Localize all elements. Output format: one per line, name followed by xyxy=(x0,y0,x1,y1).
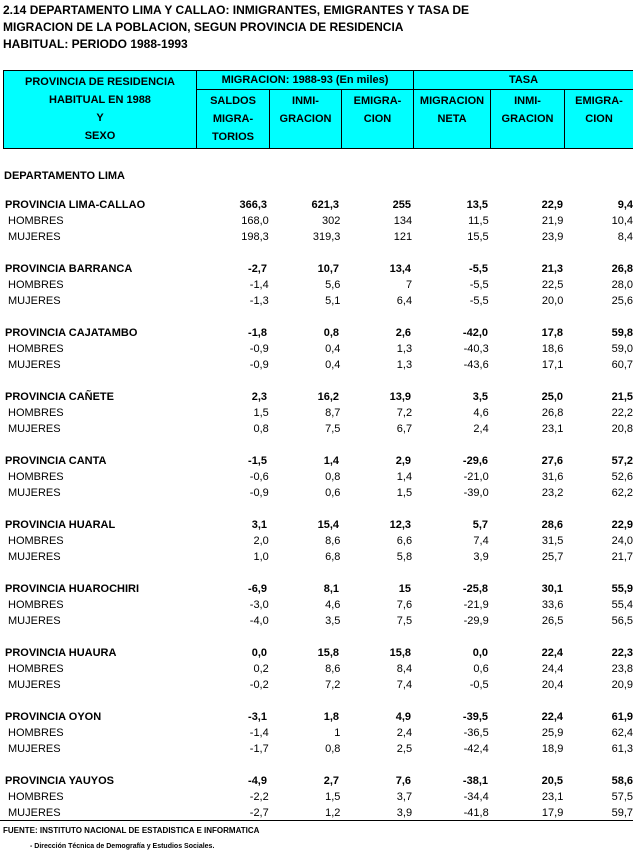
cell-value: -21,9 xyxy=(463,599,489,611)
cell-value: 15,4 xyxy=(317,519,339,531)
cell-value: -0,6 xyxy=(249,471,269,483)
province-group xyxy=(3,197,633,245)
header-tasa-emigracion xyxy=(565,90,633,149)
cell-value: 25,7 xyxy=(541,551,564,563)
row-label: MUJERES xyxy=(8,551,61,563)
cell-value: 24,0 xyxy=(611,535,633,547)
cell-value: 8,6 xyxy=(325,535,341,547)
cell-value: -38,1 xyxy=(462,775,488,787)
cell-value: -0,9 xyxy=(249,343,269,355)
cell-value: 7,5 xyxy=(396,615,413,627)
cell-value: 5,1 xyxy=(325,295,341,307)
cell-value: 21,3 xyxy=(541,263,563,275)
province-group xyxy=(3,773,633,821)
header-line: CION xyxy=(363,113,392,125)
row-label: PROVINCIA YAUYOS xyxy=(5,775,115,787)
cell-value: 1,8 xyxy=(323,711,339,723)
cell-value: 10,4 xyxy=(611,215,633,227)
cell-value: -2,7 xyxy=(248,263,267,275)
row-label: PROVINCIA HUAURA xyxy=(5,647,117,659)
cell-value: 8,7 xyxy=(325,407,341,419)
cell-value: 60,7 xyxy=(611,359,633,371)
cell-value: -40,3 xyxy=(463,343,489,355)
cell-value: 0,8 xyxy=(325,471,341,483)
header-line: TORIOS xyxy=(212,131,254,143)
cell-value: 22,9 xyxy=(541,199,563,211)
province-group xyxy=(3,517,633,565)
row-label: HOMBRES xyxy=(8,791,64,803)
cell-value: 6,4 xyxy=(396,295,413,307)
cell-value: 1,3 xyxy=(396,343,413,355)
cell-value: 62,4 xyxy=(611,727,633,739)
cell-value: 58,6 xyxy=(611,775,633,787)
cell-value: -5,5 xyxy=(469,263,488,275)
cell-value: 20,5 xyxy=(541,775,563,787)
cell-value: 3,7 xyxy=(396,791,413,803)
header-line: EMIGRA- xyxy=(353,95,402,107)
cell-value: 59,7 xyxy=(611,807,633,819)
cell-value: -6,9 xyxy=(248,583,267,595)
cell-value: 4,6 xyxy=(325,599,341,611)
cell-value: 31,6 xyxy=(541,471,564,483)
row-label: HOMBRES xyxy=(8,343,64,355)
cell-value: -0,9 xyxy=(249,359,269,371)
cell-value: 11,5 xyxy=(468,215,489,227)
cell-value: 134 xyxy=(393,215,413,227)
row-label: PROVINCIA HUAROCHIRI xyxy=(5,583,140,595)
province-group xyxy=(3,709,633,757)
cell-value: 5,8 xyxy=(396,551,413,563)
cell-value: 7,5 xyxy=(325,423,341,435)
cell-value: 1,5 xyxy=(396,487,413,499)
header-provincia-line: PROVINCIA DE RESIDENCIA xyxy=(25,76,175,88)
cell-value: 22,4 xyxy=(541,711,563,723)
cell-value: 22,9 xyxy=(611,519,633,531)
cell-value: 1,4 xyxy=(323,455,339,467)
cell-value: 255 xyxy=(392,199,411,211)
hombres-row xyxy=(3,661,633,677)
hombres-row xyxy=(3,405,633,421)
cell-value: -1,7 xyxy=(249,743,269,755)
header-line: CION xyxy=(585,113,613,125)
cell-value: -5,5 xyxy=(469,279,489,291)
row-label: HOMBRES xyxy=(8,407,64,419)
hombres-row xyxy=(3,725,633,741)
row-label: HOMBRES xyxy=(8,599,64,611)
footer-rule xyxy=(0,820,633,821)
section-label: DEPARTAMENTO LIMA xyxy=(4,170,125,182)
cell-value: -4,0 xyxy=(249,615,269,627)
cell-value: 27,6 xyxy=(541,455,563,467)
cell-value: 168,0 xyxy=(241,215,269,227)
cell-value: 6,7 xyxy=(396,423,413,435)
header-group-tasa: TASA xyxy=(414,71,633,90)
header-provincia xyxy=(4,71,197,149)
header-line: MIGRACION xyxy=(419,95,485,107)
cell-value: 52,6 xyxy=(611,471,633,483)
cell-value: 33,6 xyxy=(541,599,564,611)
cell-value: 26,8 xyxy=(611,263,633,275)
cell-value: 2,7 xyxy=(323,775,339,787)
cell-value: -21,0 xyxy=(463,471,489,483)
header-line: EMIGRA- xyxy=(575,95,623,107)
cell-value: -3,1 xyxy=(248,711,267,723)
cell-value: 1,4 xyxy=(396,471,413,483)
cell-value: 59,8 xyxy=(611,327,633,339)
hombres-row xyxy=(3,277,633,293)
row-label: MUJERES xyxy=(8,679,61,691)
cell-value: 0,4 xyxy=(325,343,341,355)
cell-value: 0,0 xyxy=(472,647,488,659)
cell-value: 20,9 xyxy=(611,679,633,691)
cell-value: 22,5 xyxy=(541,279,564,291)
header-migracion-neta xyxy=(414,90,491,149)
cell-value: 2,9 xyxy=(395,455,411,467)
cell-value: 8,4 xyxy=(617,231,633,243)
cell-value: 20,0 xyxy=(541,295,564,307)
cell-value: 3,5 xyxy=(472,391,488,403)
cell-value: -1,3 xyxy=(249,295,269,307)
province-group xyxy=(3,453,633,501)
cell-value: 2,6 xyxy=(395,327,411,339)
hombres-row xyxy=(3,213,633,229)
header-provincia-line: SEXO xyxy=(84,130,116,142)
cell-value: 2,3 xyxy=(251,391,267,403)
mujeres-row xyxy=(3,677,633,693)
cell-value: 18,6 xyxy=(541,343,564,355)
table-body xyxy=(3,197,633,837)
row-label: HOMBRES xyxy=(8,535,64,547)
province-total-row xyxy=(3,581,633,597)
row-label: MUJERES xyxy=(8,359,61,371)
cell-value: 7,2 xyxy=(396,407,413,419)
cell-value: 4,6 xyxy=(473,407,489,419)
title-line-2: MIGRACION DE LA POBLACION, SEGUN PROVINCIA DE RESIDENCIA xyxy=(3,20,404,34)
cell-value: 13,4 xyxy=(389,263,411,275)
cell-value: -29,6 xyxy=(462,455,488,467)
cell-value: -42,4 xyxy=(463,743,489,755)
cell-value: 7,4 xyxy=(473,535,489,547)
mujeres-row xyxy=(3,805,633,821)
cell-value: 0,8 xyxy=(325,743,341,755)
cell-value: 61,3 xyxy=(611,743,633,755)
cell-value: -0,9 xyxy=(249,487,269,499)
mujeres-row xyxy=(3,549,633,565)
cell-value: 1,2 xyxy=(325,807,341,819)
cell-value: -0,5 xyxy=(469,679,489,691)
footer-note: - Dirección Técnica de Demografía y Estudios Sociales. xyxy=(30,843,215,850)
cell-value: 16,2 xyxy=(317,391,339,403)
cell-value: 1,0 xyxy=(253,551,269,563)
header-emigracion xyxy=(342,90,414,149)
cell-value: 55,9 xyxy=(611,583,633,595)
cell-value: 26,5 xyxy=(541,615,564,627)
row-label: PROVINCIA LIMA-CALLAO xyxy=(5,199,146,211)
cell-value: 7 xyxy=(405,279,413,291)
cell-value: 0,6 xyxy=(325,487,341,499)
cell-value: -36,5 xyxy=(463,727,489,739)
province-total-row xyxy=(3,773,633,789)
province-total-row xyxy=(3,389,633,405)
table-header xyxy=(3,70,633,149)
cell-value: 22,2 xyxy=(611,407,633,419)
header-line: INMI- xyxy=(514,95,541,107)
cell-value: 2,5 xyxy=(396,743,413,755)
province-group xyxy=(3,389,633,437)
cell-value: 18,9 xyxy=(541,743,564,755)
header-tasa-inmigracion xyxy=(491,90,565,149)
cell-value: -25,8 xyxy=(462,583,488,595)
cell-value: 61,9 xyxy=(611,711,633,723)
cell-value: 17,9 xyxy=(541,807,564,819)
cell-value: 25,6 xyxy=(611,295,633,307)
province-total-row xyxy=(3,645,633,661)
cell-value: 26,8 xyxy=(541,407,564,419)
province-total-row xyxy=(3,453,633,469)
row-label: HOMBRES xyxy=(8,279,64,291)
hombres-row xyxy=(3,341,633,357)
province-group xyxy=(3,261,633,309)
cell-value: 121 xyxy=(393,231,413,243)
province-group xyxy=(3,325,633,373)
row-label: HOMBRES xyxy=(8,727,64,739)
header-provincia-line: HABITUAL EN 1988 xyxy=(49,94,151,106)
cell-value: 23,1 xyxy=(541,791,564,803)
row-label: PROVINCIA CANTA xyxy=(5,455,107,467)
cell-value: 1,5 xyxy=(253,407,269,419)
cell-value: -41,8 xyxy=(463,807,489,819)
cell-value: -29,9 xyxy=(463,615,489,627)
cell-value: 3,1 xyxy=(251,519,267,531)
cell-value: 10,7 xyxy=(317,263,339,275)
header-provincia-line: Y xyxy=(96,112,104,124)
cell-value: 28,0 xyxy=(611,279,633,291)
cell-value: 2,4 xyxy=(473,423,489,435)
row-label: HOMBRES xyxy=(8,471,64,483)
row-label: MUJERES xyxy=(8,807,61,819)
cell-value: 7,6 xyxy=(396,599,413,611)
cell-value: -1,5 xyxy=(248,455,267,467)
cell-value: 3,9 xyxy=(396,807,413,819)
cell-value: 57,5 xyxy=(611,791,633,803)
cell-value: 0,8 xyxy=(253,423,269,435)
row-label: PROVINCIA CAÑETE xyxy=(5,391,114,403)
cell-value: 23,9 xyxy=(541,231,564,243)
cell-value: 3,9 xyxy=(473,551,489,563)
province-total-row xyxy=(3,709,633,725)
cell-value: -39,0 xyxy=(463,487,489,499)
cell-value: 621,3 xyxy=(311,199,339,211)
header-inmigracion xyxy=(270,90,342,149)
row-label: HOMBRES xyxy=(8,215,64,227)
mujeres-row xyxy=(3,613,633,629)
cell-value: 21,5 xyxy=(611,391,633,403)
cell-value: -42,0 xyxy=(462,327,488,339)
cell-value: -2,7 xyxy=(249,807,269,819)
cell-value: 7,6 xyxy=(395,775,411,787)
row-label: PROVINCIA OYON xyxy=(5,711,102,723)
cell-value: 31,5 xyxy=(541,535,564,547)
cell-value: 3,5 xyxy=(325,615,341,627)
cell-value: -43,6 xyxy=(463,359,489,371)
cell-value: -5,5 xyxy=(469,295,489,307)
mujeres-row xyxy=(3,741,633,757)
cell-value: 15 xyxy=(398,583,411,595)
hombres-row xyxy=(3,469,633,485)
province-total-row xyxy=(3,517,633,533)
cell-value: 30,1 xyxy=(541,583,563,595)
row-label: MUJERES xyxy=(8,423,61,435)
mujeres-row xyxy=(3,357,633,373)
cell-value: 12,3 xyxy=(389,519,411,531)
cell-value: 20,8 xyxy=(611,423,633,435)
cell-value: 25,9 xyxy=(541,727,564,739)
cell-value: 8,1 xyxy=(323,583,339,595)
row-label: HOMBRES xyxy=(8,663,64,675)
cell-value: 15,8 xyxy=(389,647,411,659)
province-group xyxy=(3,581,633,629)
cell-value: 25,0 xyxy=(541,391,563,403)
cell-value: 8,4 xyxy=(396,663,413,675)
cell-value: 7,2 xyxy=(325,679,341,691)
row-label: PROVINCIA BARRANCA xyxy=(5,263,133,275)
cell-value: 23,2 xyxy=(541,487,564,499)
cell-value: 23,8 xyxy=(611,663,633,675)
cell-value: 0,8 xyxy=(323,327,339,339)
cell-value: 0,4 xyxy=(325,359,341,371)
cell-value: -0,2 xyxy=(249,679,269,691)
header-line: GRACION xyxy=(279,113,332,125)
cell-value: 5,7 xyxy=(472,519,488,531)
row-label: MUJERES xyxy=(8,615,61,627)
cell-value: 5,6 xyxy=(325,279,341,291)
header-group-migracion: MIGRACION: 1988-93 (En miles) xyxy=(197,71,414,90)
cell-value: -34,4 xyxy=(463,791,489,803)
cell-value: -1,4 xyxy=(249,727,269,739)
cell-value: 6,8 xyxy=(325,551,341,563)
cell-value: 2,4 xyxy=(396,727,413,739)
mujeres-row xyxy=(3,293,633,309)
cell-value: 0,2 xyxy=(253,663,269,675)
cell-value: 56,5 xyxy=(611,615,633,627)
hombres-row xyxy=(3,597,633,613)
row-label: MUJERES xyxy=(8,231,61,243)
header-line: GRACION xyxy=(501,113,554,125)
row-label: MUJERES xyxy=(8,295,61,307)
cell-value: 1 xyxy=(334,727,341,739)
header-line: NETA xyxy=(437,113,467,125)
header-saldos xyxy=(197,90,270,149)
cell-value: 9,4 xyxy=(617,199,633,211)
cell-value: 21,7 xyxy=(611,551,633,563)
cell-value: 22,3 xyxy=(611,647,633,659)
header-line: SALDOS xyxy=(210,95,256,107)
row-label: PROVINCIA HUARAL xyxy=(5,519,116,531)
province-total-row xyxy=(3,325,633,341)
cell-value: 55,4 xyxy=(611,599,633,611)
cell-value: 20,4 xyxy=(541,679,564,691)
province-group xyxy=(3,645,633,693)
cell-value: -4,9 xyxy=(248,775,267,787)
cell-value: 59,0 xyxy=(611,343,633,355)
cell-value: 28,6 xyxy=(541,519,563,531)
cell-value: 8,6 xyxy=(325,663,341,675)
cell-value: 21,9 xyxy=(541,215,564,227)
title-line-1: 2.14 DEPARTAMENTO LIMA Y CALLAO: INMIGRANTES, EMIGRANTES Y TASA DE xyxy=(3,3,470,17)
hombres-row xyxy=(3,533,633,549)
header-line: MIGRA- xyxy=(212,113,254,125)
footer-source: FUENTE: INSTITUTO NACIONAL DE ESTADISTICA E INFORMATICA xyxy=(3,826,260,835)
cell-value: 1,3 xyxy=(396,359,413,371)
row-label: PROVINCIA CAJATAMBO xyxy=(5,327,138,339)
cell-value: 15,5 xyxy=(467,231,489,243)
cell-value: 7,4 xyxy=(396,679,413,691)
mujeres-row xyxy=(3,485,633,501)
cell-value: 13,9 xyxy=(389,391,411,403)
cell-value: -1,4 xyxy=(249,279,269,291)
cell-value: 198,3 xyxy=(241,231,269,243)
header-line: INMI- xyxy=(292,95,319,107)
cell-value: -2,2 xyxy=(249,791,269,803)
mujeres-row xyxy=(3,421,633,437)
cell-value: 366,3 xyxy=(239,199,267,211)
cell-value: 2,0 xyxy=(253,535,269,547)
cell-value: 1,5 xyxy=(325,791,341,803)
province-total-row xyxy=(3,261,633,277)
cell-value: 17,8 xyxy=(541,327,563,339)
cell-value: 319,3 xyxy=(312,231,341,243)
cell-value: 23,1 xyxy=(541,423,564,435)
table-title xyxy=(3,2,628,53)
cell-value: 15,8 xyxy=(317,647,339,659)
cell-value: -1,8 xyxy=(248,327,267,339)
hombres-row xyxy=(3,789,633,805)
cell-value: 0,6 xyxy=(473,663,489,675)
title-line-3: HABITUAL: PERIODO 1988-1993 xyxy=(3,37,188,51)
cell-value: -39,5 xyxy=(462,711,488,723)
mujeres-row xyxy=(3,229,633,245)
cell-value: 17,1 xyxy=(541,359,564,371)
cell-value: 6,6 xyxy=(396,535,413,547)
cell-value: 22,4 xyxy=(541,647,563,659)
row-label: MUJERES xyxy=(8,487,61,499)
cell-value: 57,2 xyxy=(611,455,633,467)
cell-value: 24,4 xyxy=(541,663,564,675)
cell-value: 4,9 xyxy=(395,711,411,723)
cell-value: 62,2 xyxy=(611,487,633,499)
cell-value: 13,5 xyxy=(466,199,488,211)
cell-value: 0,0 xyxy=(251,647,267,659)
cell-value: -3,0 xyxy=(249,599,269,611)
cell-value: 302 xyxy=(322,215,341,227)
row-label: MUJERES xyxy=(8,743,61,755)
province-total-row xyxy=(3,197,633,213)
